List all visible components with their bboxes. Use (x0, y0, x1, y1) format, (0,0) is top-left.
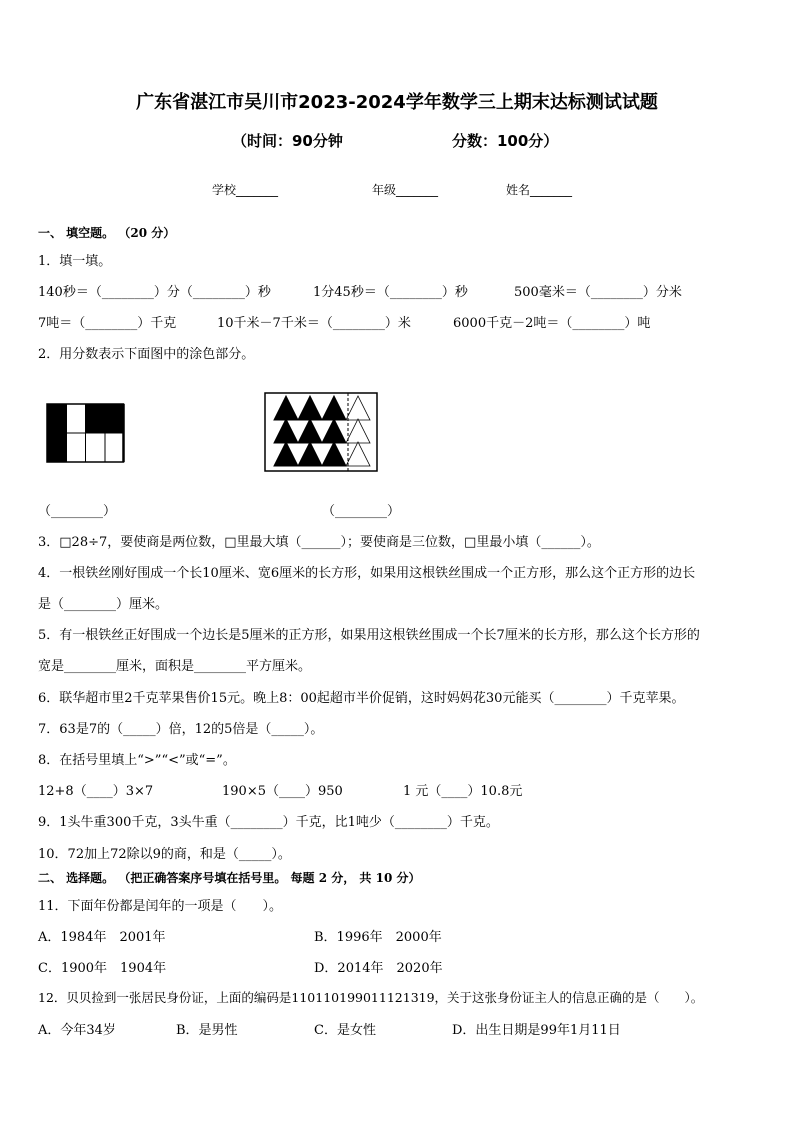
filled-triangle (298, 396, 322, 420)
q12-prompt: 12．贝贝捡到一张居民身份证，上面的编码是110110199011121319，关于这张身份证主人的信息正确的是（ ）。 (38, 990, 704, 1005)
q11-option-b[interactable]: B．1996年 2000年 (314, 930, 442, 945)
q1-blank-6[interactable]: 6000千克－2吨＝（________）吨 (453, 316, 651, 331)
filled-triangle (322, 419, 346, 443)
filled-triangle (274, 419, 298, 443)
q11-prompt: 11．下面年份都是闰年的一项是（ ）。 (38, 899, 283, 914)
grid-cell-shaded (105, 404, 124, 433)
q12-option-d[interactable]: D．出生日期是99年1月11日 (452, 1023, 621, 1038)
q6: 6．联华超市里2千克苹果售价15元。晚上8：00起超市半价促销，这时妈妈花30元能买（________）千克苹果。 (38, 691, 685, 706)
grid-cell-shaded (47, 404, 67, 433)
exam-time: （时间：90分钟 (232, 132, 343, 150)
q1-prompt: 1．填一填。 (38, 254, 112, 269)
q1-blank-1[interactable]: 140秒＝（________）分（________）秒 (38, 285, 271, 300)
q8-item-3[interactable]: 1 元（____）10.8元 (403, 784, 523, 799)
q3: 3．□28÷7，要使商是两位数，□里最大填（______）；要使商是三位数，□里最小填（______）。 (38, 535, 600, 550)
q4-line-1: 4．一根铁丝刚好围成一个长10厘米、宽6厘米的长方形，如果用这根铁丝围成一个正方形，那么这个正方形的边长 (38, 566, 696, 581)
empty-triangle (346, 419, 370, 443)
q8-prompt: 8．在括号里填上“>”“<”或“=”。 (38, 753, 236, 768)
q1-blank-4[interactable]: 7吨＝（________）千克 (38, 316, 177, 331)
q8-item-2[interactable]: 190×5（____）950 (222, 784, 343, 799)
q11-option-c[interactable]: C．1900年 1904年 (38, 961, 167, 976)
filled-triangle (298, 442, 322, 466)
q12-option-a[interactable]: A．今年34岁 (38, 1023, 116, 1038)
q9: 9．1头牛重300千克，3头牛重（________）千克，比1吨少（________）千克。 (38, 815, 499, 830)
q10: 10．72加上72除以9的商，和是（_____）。 (38, 847, 291, 862)
grid-cell-shaded (47, 433, 67, 462)
triangles-figure (264, 392, 378, 472)
filled-triangle (322, 396, 346, 420)
q11-option-a[interactable]: A．1984年 2001年 (38, 930, 166, 945)
section-1-heading: 一、 填空题。 （20 分） (38, 226, 176, 240)
q7: 7．63是7的（_____）倍，12的5倍是（_____）。 (38, 722, 324, 737)
filled-triangle (274, 396, 298, 420)
exam-score: 分数：100分） (452, 132, 559, 150)
q12-option-c[interactable]: C．是女性 (314, 1023, 376, 1038)
page-title: 广东省湛江市吴川市2023-2024学年数学三上期末达标测试试题 (136, 92, 658, 113)
empty-triangle (346, 396, 370, 420)
name-field[interactable]: 姓名_______ (506, 183, 573, 197)
section-2-heading: 二、 选择题。 （把正确答案序号填在括号里。 每题 2 分， 共 10 分） (38, 871, 421, 885)
grid-cell-shaded (86, 404, 106, 433)
q1-blank-2[interactable]: 1分45秒＝（________）秒 (313, 285, 468, 300)
filled-triangle (298, 419, 322, 443)
q11-option-d[interactable]: D．2014年 2020年 (314, 961, 443, 976)
q2-answer-left[interactable]: （________） (38, 504, 117, 519)
grade-field[interactable]: 年级_______ (372, 183, 439, 197)
shaded-grid-figure (46, 403, 126, 463)
q1-blank-3[interactable]: 500毫米＝（________）分米 (514, 285, 682, 300)
q12-option-b[interactable]: B．是男性 (176, 1023, 238, 1038)
q1-blank-5[interactable]: 10千米－7千米＝（________）米 (217, 316, 411, 331)
q2-prompt: 2．用分数表示下面图中的涂色部分。 (38, 347, 255, 362)
filled-triangle (322, 442, 346, 466)
q4-line-2: 是（________）厘米。 (38, 597, 169, 612)
q5-line-1: 5．有一根铁丝正好围成一个边长是5厘米的正方形，如果用这根铁丝围成一个长7厘米的长方形，那么这个长方形的 (38, 628, 700, 643)
empty-triangle (346, 442, 370, 466)
q2-answer-right[interactable]: （________） (322, 504, 401, 519)
q5-line-2: 宽是________厘米，面积是________平方厘米。 (38, 659, 312, 674)
filled-triangle (274, 442, 298, 466)
q8-item-1[interactable]: 12+8（____）3×7 (38, 784, 154, 799)
school-field[interactable]: 学校_______ (212, 183, 279, 197)
